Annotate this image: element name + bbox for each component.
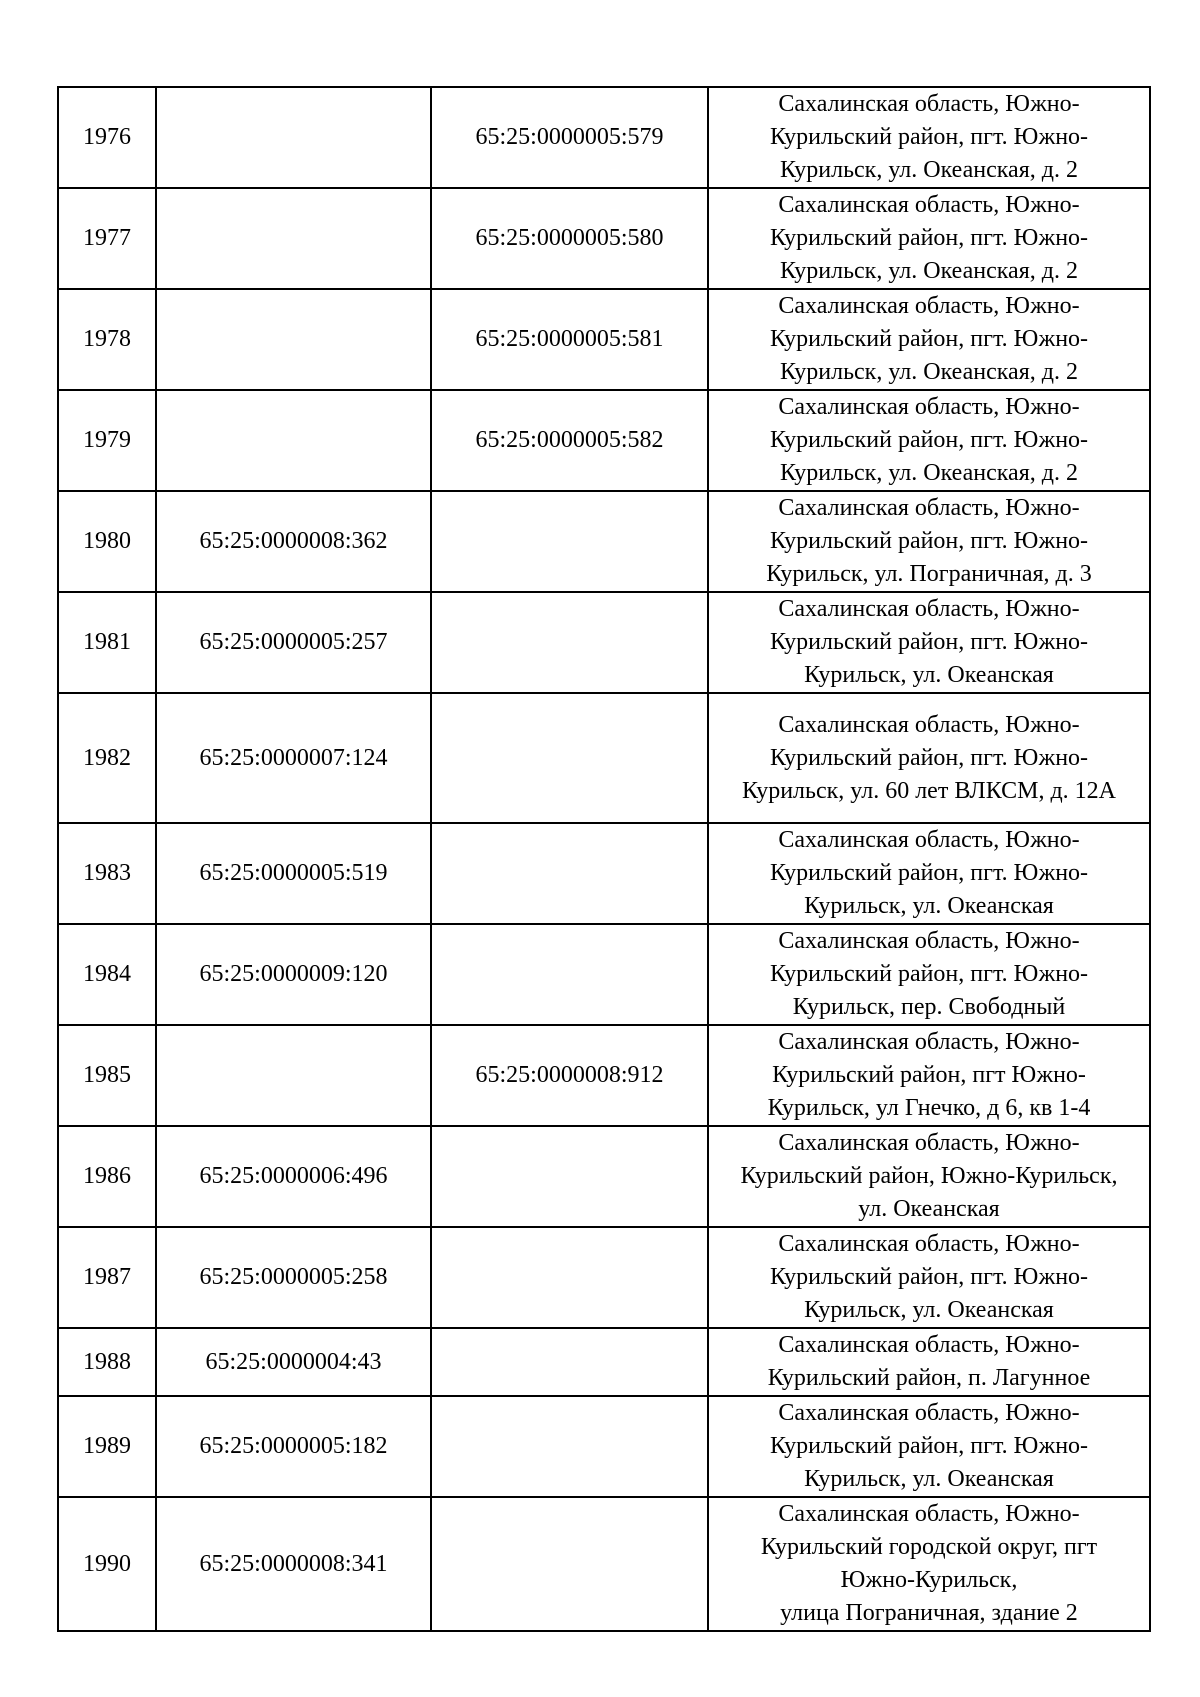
row-number-cell: 1985 (58, 1025, 156, 1126)
address-line: Курильск, ул Гнечко, д 6, кв 1-4 (767, 1095, 1091, 1121)
address-line: Курильск, ул. Пограничная, д. 3 (766, 561, 1092, 587)
premises-cadastral-number-cell: 65:25:0000005:580 (431, 188, 708, 289)
cadastral-number-cell: 65:25:0000006:496 (156, 1126, 431, 1227)
table-row (58, 1025, 1150, 1126)
address-cell (708, 1227, 1150, 1328)
address-line: Курильский район, пгт. Южно- (769, 225, 1089, 251)
address-cell (708, 1025, 1150, 1126)
address-cell (708, 924, 1150, 1025)
address-line: Курильский городской округ, пгт (760, 1534, 1098, 1560)
address-line: Курильский район, пгт. Южно- (769, 961, 1089, 987)
address-line: Сахалинская область, Южно- (778, 711, 1080, 738)
address-cell (708, 188, 1150, 289)
address-line: Южно-Курильск, (840, 1567, 1018, 1593)
premises-cadastral-number-cell (431, 491, 708, 592)
address-line: Курильск, ул. Океанская, д. 2 (780, 359, 1078, 385)
address-cell (708, 1126, 1150, 1227)
address-line: Курильск, пер. Свободный (792, 994, 1066, 1020)
address-cell (708, 491, 1150, 592)
table-row (58, 924, 1150, 1025)
cadastral-number-cell: 65:25:0000008:362 (156, 491, 431, 592)
address-line: Сахалинская область, Южно- (778, 827, 1080, 853)
address-line: Курильск, ул. Океанская, д. 2 (780, 258, 1078, 284)
table-row (58, 1328, 1150, 1396)
premises-cadastral-number-cell (431, 693, 708, 823)
address-cell (708, 1328, 1150, 1396)
table-row (58, 1126, 1150, 1227)
premises-cadastral-number-cell (431, 823, 708, 924)
cadastral-number-cell: 65:25:0000009:120 (156, 924, 431, 1025)
row-number-cell: 1984 (58, 924, 156, 1025)
row-number-cell: 1978 (58, 289, 156, 390)
cadastral-number-cell: 65:25:0000008:341 (156, 1497, 431, 1631)
address-line: Курильский район, пгт. Южно- (769, 744, 1089, 771)
cadastral-number-cell (156, 1025, 431, 1126)
row-number-cell: 1987 (58, 1227, 156, 1328)
table-row (58, 693, 1150, 823)
address-line: Курильский район, п. Лагунное (767, 1365, 1091, 1391)
address-cell (708, 1497, 1150, 1631)
address-line: Курильский район, пгт. Южно- (769, 326, 1089, 352)
table-row (58, 289, 1150, 390)
address-line: Курильск, ул. Океанская (804, 893, 1054, 919)
premises-cadastral-number-cell (431, 924, 708, 1025)
address-line: Курильский район, пгт. Южно- (769, 427, 1089, 453)
address-line: Курильск, ул. Океанская (804, 1297, 1054, 1323)
table-row (58, 188, 1150, 289)
registry-table (57, 86, 1151, 1632)
premises-cadastral-number-cell: 65:25:0000005:581 (431, 289, 708, 390)
row-number-cell: 1977 (58, 188, 156, 289)
row-number-cell: 1980 (58, 491, 156, 592)
cadastral-number-cell (156, 188, 431, 289)
address-line: Сахалинская область, Южно- (778, 192, 1080, 218)
address-line: Сахалинская область, Южно- (778, 1130, 1080, 1156)
cadastral-number-cell: 65:25:0000005:182 (156, 1396, 431, 1497)
address-line: Сахалинская область, Южно- (778, 596, 1080, 622)
address-line: ул. Океанская (858, 1196, 1000, 1222)
table-row (58, 1396, 1150, 1497)
premises-cadastral-number-cell (431, 1227, 708, 1328)
address-line: Сахалинская область, Южно- (778, 394, 1080, 420)
cadastral-number-cell (156, 289, 431, 390)
address-line: Курильский район, пгт. Южно- (769, 1433, 1089, 1459)
address-line: Сахалинская область, Южно- (778, 928, 1080, 954)
row-number-cell: 1979 (58, 390, 156, 491)
address-cell (708, 1396, 1150, 1497)
table-row (58, 1497, 1150, 1631)
address-cell (708, 390, 1150, 491)
address-line: Сахалинская область, Южно- (778, 1231, 1080, 1257)
address-line: Курильский район, пгт Южно- (772, 1062, 1086, 1088)
address-line: Курильский район, пгт. Южно- (769, 629, 1089, 655)
row-number-cell: 1981 (58, 592, 156, 693)
cadastral-number-cell (156, 87, 431, 188)
address-cell (708, 592, 1150, 693)
table-row (58, 87, 1150, 188)
row-number-cell: 1986 (58, 1126, 156, 1227)
address-line: Курильский район, пгт. Южно- (769, 860, 1089, 886)
table-row (58, 592, 1150, 693)
address-line: Курильск, ул. Океанская (804, 662, 1054, 688)
address-line: Курильский район, пгт. Южно- (769, 528, 1089, 554)
premises-cadastral-number-cell (431, 1396, 708, 1497)
address-cell (708, 693, 1150, 823)
premises-cadastral-number-cell (431, 1126, 708, 1227)
address-line: Сахалинская область, Южно- (778, 91, 1080, 117)
address-line: Сахалинская область, Южно- (778, 1029, 1080, 1055)
cadastral-number-cell: 65:25:0000004:43 (156, 1328, 431, 1396)
premises-cadastral-number-cell: 65:25:0000005:579 (431, 87, 708, 188)
premises-cadastral-number-cell: 65:25:0000005:582 (431, 390, 708, 491)
row-number-cell: 1976 (58, 87, 156, 188)
cadastral-number-cell: 65:25:0000007:124 (156, 693, 431, 823)
address-line: Сахалинская область, Южно- (778, 293, 1080, 319)
row-number-cell: 1982 (58, 693, 156, 823)
address-line: Курильск, ул. Океанская, д. 2 (780, 460, 1078, 486)
address-line: Сахалинская область, Южно- (778, 1400, 1080, 1426)
address-cell (708, 289, 1150, 390)
address-line: Курильский район, Южно-Курильск, (740, 1163, 1118, 1189)
address-line: Курильский район, пгт. Южно- (769, 124, 1089, 150)
premises-cadastral-number-cell: 65:25:0000008:912 (431, 1025, 708, 1126)
premises-cadastral-number-cell (431, 592, 708, 693)
address-line: Курильск, ул. 60 лет ВЛКСМ, д. 12А (742, 777, 1116, 804)
address-line: Сахалинская область, Южно- (778, 1501, 1080, 1527)
registry-table-body (58, 87, 1150, 1631)
table-row (58, 1227, 1150, 1328)
cadastral-number-cell (156, 390, 431, 491)
row-number-cell: 1988 (58, 1328, 156, 1396)
cadastral-number-cell: 65:25:0000005:257 (156, 592, 431, 693)
address-line: Курильск, ул. Океанская, д. 2 (780, 157, 1078, 183)
cadastral-number-cell: 65:25:0000005:519 (156, 823, 431, 924)
premises-cadastral-number-cell (431, 1497, 708, 1631)
address-line: Курильск, ул. Океанская (804, 1466, 1054, 1492)
address-cell (708, 87, 1150, 188)
table-row (58, 823, 1150, 924)
address-cell (708, 823, 1150, 924)
address-line: Сахалинская область, Южно- (778, 495, 1080, 521)
premises-cadastral-number-cell (431, 1328, 708, 1396)
address-line: Курильский район, пгт. Южно- (769, 1264, 1089, 1290)
cadastral-number-cell: 65:25:0000005:258 (156, 1227, 431, 1328)
row-number-cell: 1983 (58, 823, 156, 924)
table-row (58, 491, 1150, 592)
address-line: Сахалинская область, Южно- (778, 1332, 1080, 1358)
row-number-cell: 1989 (58, 1396, 156, 1497)
row-number-cell: 1990 (58, 1497, 156, 1631)
address-line: улица Пограничная, здание 2 (780, 1600, 1078, 1626)
table-row (58, 390, 1150, 491)
